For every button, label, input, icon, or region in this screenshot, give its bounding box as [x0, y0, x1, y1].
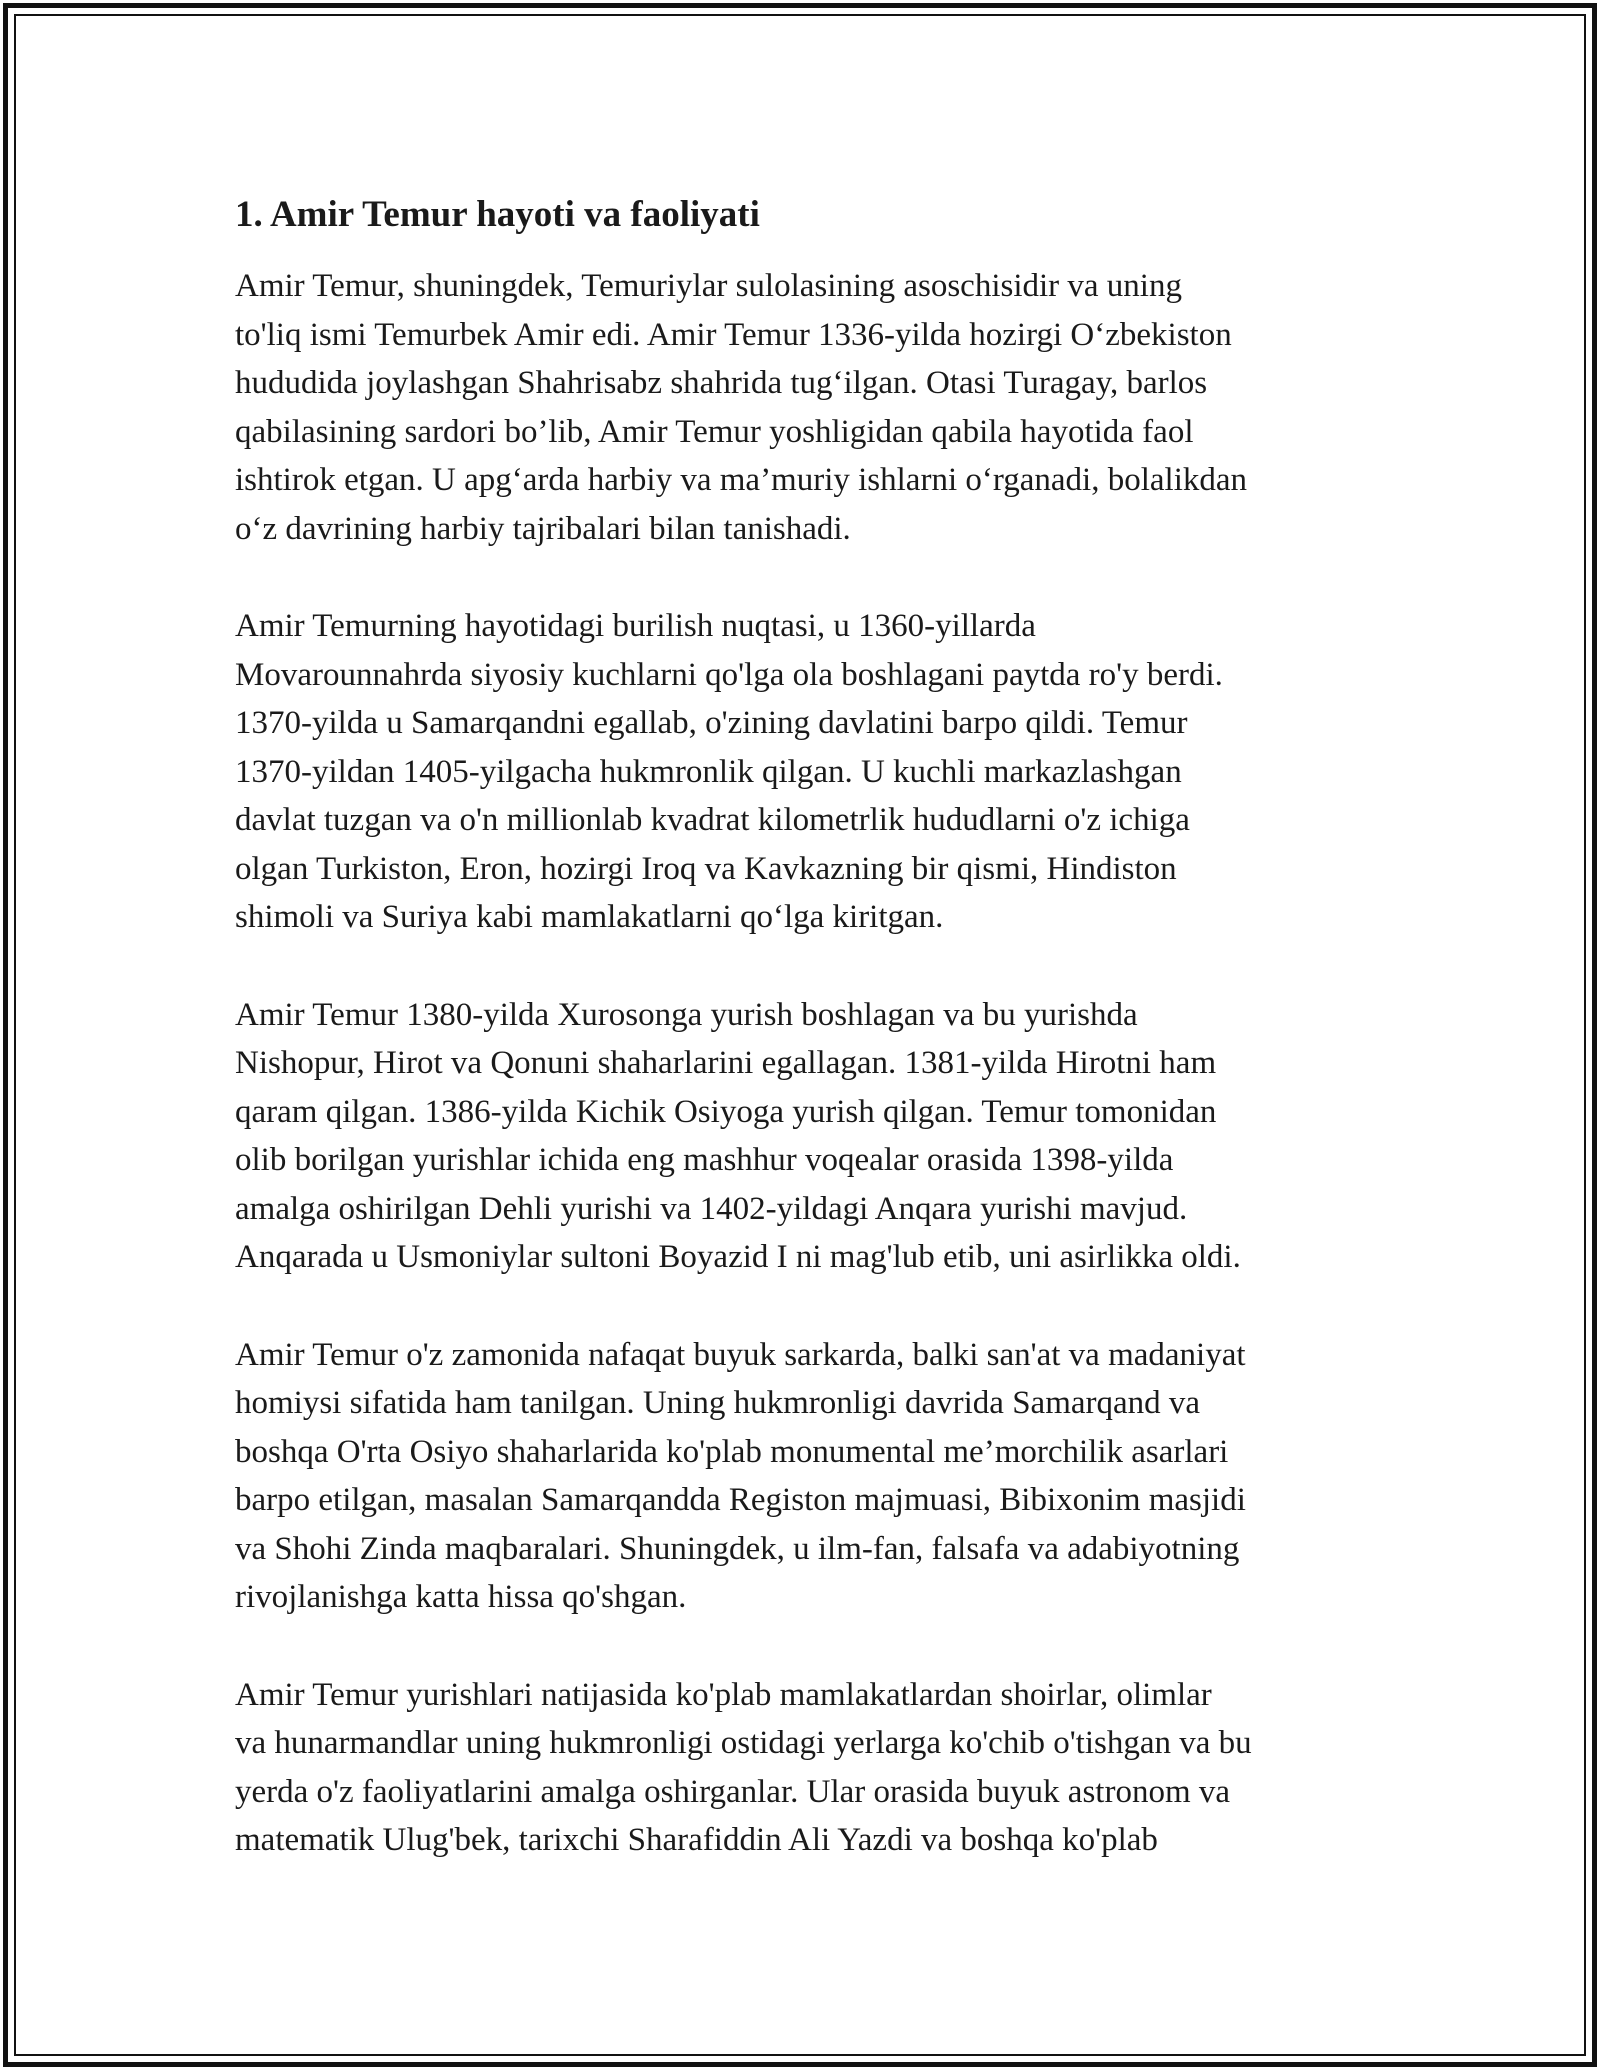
paragraph-patronage [235, 1331, 1385, 1622]
text-line: Amir Temur yurishlari natijasida ko'plab mamlakatlardan shoirlar, olimlar [235, 1676, 1212, 1713]
text-line: 1370-yilda u Samarqandni egallab, o'zining davlatini barpo qildi. Temur [235, 705, 1188, 741]
text-line: qaram qilgan. 1386-yilda Kichik Osiyoga yurish qilgan. Temur tomonidan [235, 1093, 1217, 1130]
text-line: to'liq ismi Temurbek Amir edi. Amir Temur 1336-yilda hozirgi O‘zbekiston [235, 316, 1232, 353]
document-body [235, 190, 1385, 1865]
text-line: qabilasining sardori bo’lib, Amir Temur yoshligidan qabila hayotida faol [235, 413, 1194, 450]
text-line: davlat tuzgan va o'n millionlab kvadrat kilometrlik hududlarni o'z ichiga [235, 802, 1190, 838]
paragraph-early-life [235, 262, 1385, 553]
text-line: rivojlanishga katta hissa qo'shgan. [235, 1579, 687, 1615]
text-line: boshqa O'rta Osiyo shaharlarida ko'plab monumental me’morchilik asarlari [235, 1433, 1229, 1470]
text-line: Anqarada u Usmoniylar sultoni Boyazid I ni mag'lub etib, uni asirlikka oldi. [235, 1239, 1241, 1275]
text-line: Amir Temur, shuningdek, Temuriylar sulolasining asoschisidir va uning [235, 268, 1182, 304]
text-line: Movarounnahrda siyosiy kuchlarni qo'lga ola boshlagani paytda ro'y berdi. [235, 656, 1223, 693]
text-line: va hunarmandlar uning hukmronligi ostidagi yerlarga ko'chib o'tishgan va bu [235, 1725, 1252, 1761]
text-line: Amir Temurning hayotidagi burilish nuqtasi, u 1360-yillarda [235, 608, 1036, 644]
text-line: Amir Temur 1380-yilda Xurosonga yurish boshlagan va bu yurishda [235, 996, 1138, 1033]
section-heading: 1. Amir Temur hayoti va faoliyati [235, 194, 760, 235]
text-line: homiysi sifatida ham tanilgan. Uning hukmronligi davrida Samarqand va [235, 1385, 1201, 1421]
text-line: barpo etilgan, masalan Samarqandda Registon majmuasi, Bibixonim masjidi [235, 1482, 1246, 1518]
text-line: matematik Ulug'bek, tarixchi Sharafiddin Ali Yazdi va boshqa ko'plab [235, 1822, 1158, 1858]
text-line: va Shohi Zinda maqbaralari. Shuningdek, u ilm-fan, falsafa va adabiyotning [235, 1530, 1240, 1567]
text-line: hududida joylashgan Shahrisabz shahrida tug‘ilgan. Otasi Turagay, barlos [235, 365, 1208, 401]
text-line: Nishopur, Hirot va Qonuni shaharlarini egallagan. 1381-yilda Hirotni ham [235, 1045, 1217, 1081]
text-line: yerda o'z faoliyatlarini amalga oshirganlar. Ular orasida buyuk astronom va [235, 1773, 1231, 1810]
paragraph-campaigns [235, 991, 1385, 1282]
paragraph-scholars [235, 1671, 1385, 1865]
text-line: o‘z davrining harbiy tajribalari bilan tanishadi. [235, 510, 851, 547]
text-line: Amir Temur o'z zamonida nafaqat buyuk sarkarda, balki san'at va madaniyat [235, 1336, 1246, 1373]
paragraph-rise-to-power [235, 602, 1385, 942]
text-line: shimoli va Suriya kabi mamlakatlarni qo‘lga kiritgan. [235, 899, 944, 935]
text-line: amalga oshirilgan Dehli yurishi va 1402-yildagi Anqara yurishi mavjud. [235, 1190, 1188, 1227]
text-line: olib borilgan yurishlar ichida eng mashhur voqealar orasida 1398-yilda [235, 1142, 1174, 1178]
text-line: 1370-yildan 1405-yilgacha hukmronlik qilgan. U kuchli markazlashgan [235, 753, 1182, 790]
text-line: olgan Turkiston, Eron, hozirgi Iroq va Kavkazning bir qismi, Hindiston [235, 850, 1177, 887]
text-line: ishtirok etgan. U apg‘arda harbiy va ma’muriy ishlarni o‘rganadi, bolalikdan [235, 462, 1248, 498]
